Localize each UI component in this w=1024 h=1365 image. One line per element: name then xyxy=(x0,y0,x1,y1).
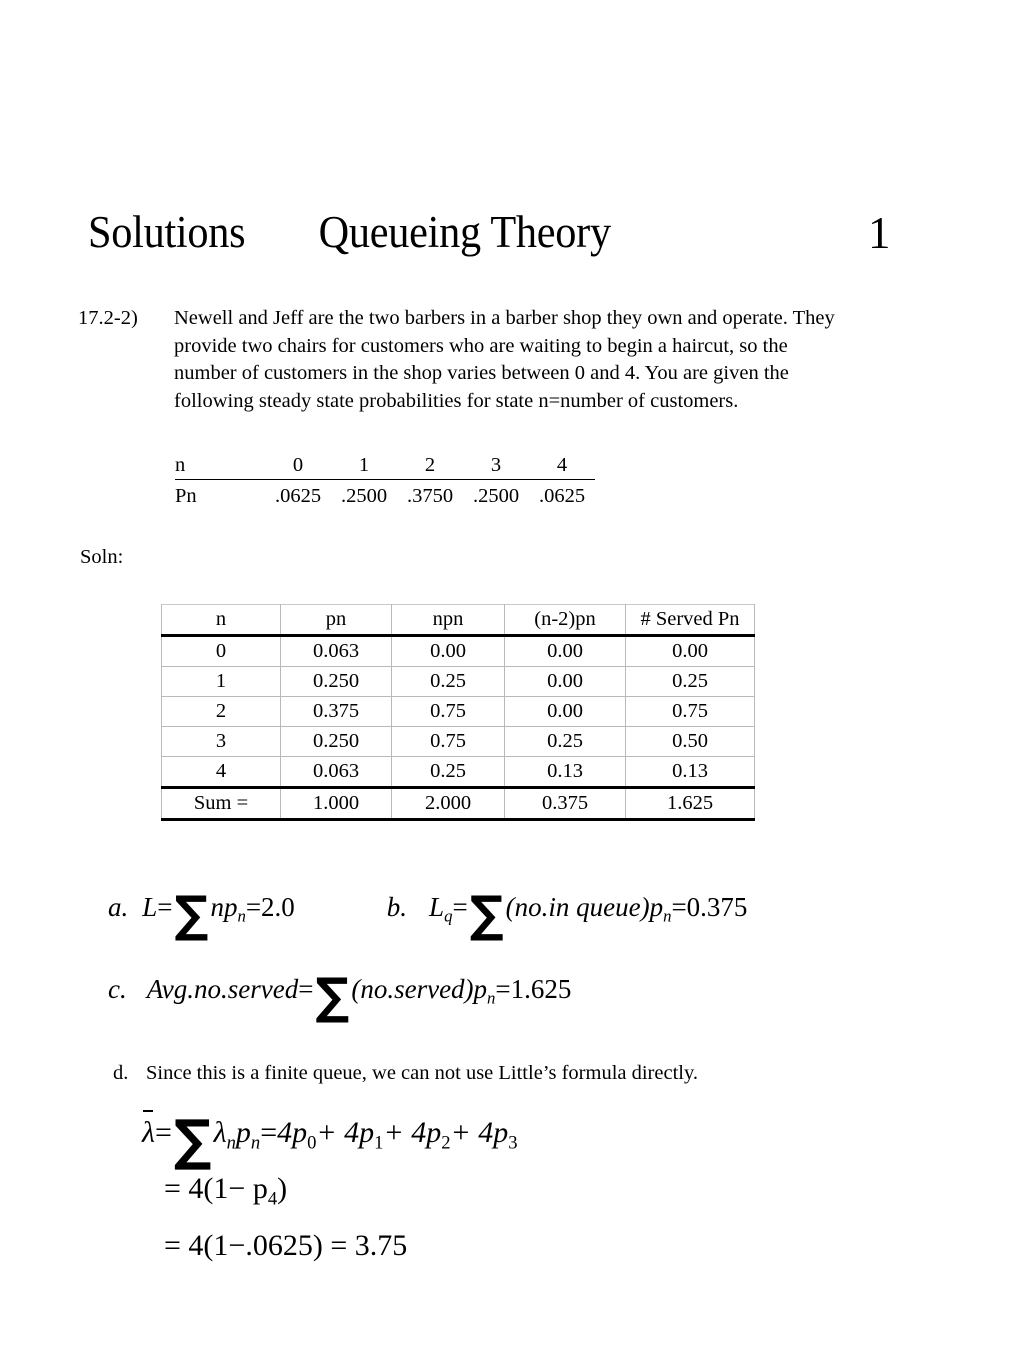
header-pn: pn xyxy=(281,605,392,636)
answer-a-value: 2.0 xyxy=(261,892,295,922)
answer-a-term: np xyxy=(210,892,238,922)
cell-served: 0.75 xyxy=(626,697,755,727)
page-title xyxy=(88,207,878,263)
cell-n: 3 xyxy=(162,727,281,757)
header-served-pn xyxy=(626,605,755,636)
answer-a-and-b xyxy=(108,885,748,944)
table-row xyxy=(162,667,755,697)
problem-line: provide two chairs for customers who are waiting to begin a haircut, so the xyxy=(174,334,788,357)
title-solutions: Solutions xyxy=(88,207,246,257)
cell-n2pn: 0.00 xyxy=(505,697,626,727)
cell-sum-label: Sum = xyxy=(162,788,281,820)
table-row xyxy=(175,452,595,480)
answer-b-lhs: L xyxy=(429,892,445,922)
cell-npn: 0.25 xyxy=(392,757,505,788)
answer-c-value: 1.625 xyxy=(510,974,572,1004)
answer-c-lhs: Avg.no.served xyxy=(146,974,299,1004)
lambda-line-2-text: = 4(1− p xyxy=(164,1172,268,1206)
table-row xyxy=(162,727,755,757)
lambda-term: + 4p xyxy=(450,1116,509,1149)
answer-b-subscript: n xyxy=(663,906,672,926)
problem-text xyxy=(174,305,928,415)
cell-n2pn: 0.00 xyxy=(505,636,626,667)
given-pn-value: .0625 xyxy=(274,485,322,507)
table-header-row xyxy=(162,605,755,636)
table-row xyxy=(162,757,755,788)
cell-pn: 0.063 xyxy=(281,757,392,788)
header-npn: npn xyxy=(392,605,505,636)
lambda-term-subscript: 3 xyxy=(508,1132,518,1154)
given-pn-value: .2500 xyxy=(340,485,388,507)
lambda-term: + 4p xyxy=(316,1116,375,1149)
problem-line: following steady state probabilities for state n=number of customers. xyxy=(174,389,739,412)
summation-icon: ∑ xyxy=(469,885,504,944)
cell-served: 0.00 xyxy=(626,636,755,667)
lambda-term: 4p xyxy=(277,1116,308,1149)
answer-b-value: 0.375 xyxy=(686,892,748,922)
cell-npn: 0.75 xyxy=(392,727,505,757)
given-n-value: 4 xyxy=(529,452,595,480)
problem-line: Newell and Jeff are the two barbers in a barber shop they own and operate. They xyxy=(174,307,835,329)
cell-pn: 0.063 xyxy=(281,636,392,667)
answer-a-label: a. xyxy=(108,892,129,922)
header-served-pn-text: # Served Pn xyxy=(640,608,740,630)
answer-c-equals-1: = xyxy=(298,974,314,1004)
lambda-term: + 4p xyxy=(383,1116,442,1149)
problem-statement xyxy=(78,305,928,415)
cell-npn: 0.00 xyxy=(392,636,505,667)
answer-c-subscript: n xyxy=(487,988,496,1008)
cell-sum-pn: 1.000 xyxy=(281,788,392,820)
lambda-line-3 xyxy=(142,1223,518,1269)
solution-table xyxy=(161,604,755,821)
table-row xyxy=(162,636,755,667)
header-n-minus-2-pn: (n-2)pn xyxy=(505,605,626,636)
answer-a-lhs: L xyxy=(142,892,158,922)
answer-c-equals-2: = xyxy=(495,974,511,1004)
lambda-n-symbol: λ xyxy=(213,1116,227,1149)
title-queueing-theory: Queueing Theory xyxy=(318,207,611,257)
given-pn-value: .2500 xyxy=(472,485,520,507)
cell-sum-npn: 2.000 xyxy=(392,788,505,820)
answer-b-term: (no.in queue) xyxy=(505,892,650,922)
given-n-value: 2 xyxy=(397,452,463,480)
cell-sum-n2pn: 0.375 xyxy=(505,788,626,820)
given-pn-value: .0625 xyxy=(538,485,586,507)
given-n-value: 0 xyxy=(265,452,331,480)
cell-sum-served: 1.625 xyxy=(626,788,755,820)
answer-d-label: d. xyxy=(113,1062,129,1084)
answer-b-equals-1: = xyxy=(452,892,468,922)
lambda-term-subscript: 0 xyxy=(307,1132,317,1154)
answer-c-term: (no.served) xyxy=(351,974,474,1004)
answer-a-equals-1: = xyxy=(157,892,173,922)
answer-b-label: b. xyxy=(386,892,408,922)
given-row-label-n: n xyxy=(175,452,265,480)
problem-number: 17.2-2) xyxy=(78,307,138,329)
answer-b-lhs-subscript: q xyxy=(444,906,453,926)
table-row xyxy=(162,697,755,727)
lambda-p-subscript: n xyxy=(250,1132,261,1154)
answer-c-label: c. xyxy=(108,974,127,1004)
given-probabilities-table xyxy=(175,452,595,511)
problem-line: number of customers in the shop varies between 0 and 4. You are given the xyxy=(174,362,789,384)
answer-a xyxy=(108,885,295,944)
lambda-bar-symbol: λ xyxy=(142,1108,155,1156)
header-n: n xyxy=(162,605,281,636)
lambda-line-2-subscript: 4 xyxy=(267,1188,278,1210)
cell-npn: 0.25 xyxy=(392,667,505,697)
page-number: 1 xyxy=(868,208,891,258)
cell-served: 0.25 xyxy=(626,667,755,697)
answer-b xyxy=(386,885,748,944)
cell-n: 0 xyxy=(162,636,281,667)
answer-a-equals-2: = xyxy=(245,892,262,922)
cell-n: 4 xyxy=(162,757,281,788)
given-n-value: 3 xyxy=(463,452,529,480)
cell-pn: 0.250 xyxy=(281,667,392,697)
lambda-line-2 xyxy=(142,1166,518,1222)
cell-n: 2 xyxy=(162,697,281,727)
given-row-label-pn: Pn xyxy=(175,485,197,507)
cell-n2pn: 0.00 xyxy=(505,667,626,697)
table-row xyxy=(175,480,595,512)
lambda-line-2-close: ) xyxy=(277,1172,288,1206)
answer-a-subscript: n xyxy=(237,906,246,926)
cell-n2pn: 0.25 xyxy=(505,727,626,757)
lambda-term-subscript: 2 xyxy=(441,1132,451,1154)
cell-n2pn: 0.13 xyxy=(505,757,626,788)
cell-pn: 0.375 xyxy=(281,697,392,727)
answer-c-p: p xyxy=(473,974,488,1004)
given-n-value: 1 xyxy=(331,452,397,480)
lambda-equals-1: = xyxy=(155,1116,172,1149)
lambda-line-1 xyxy=(142,1108,518,1173)
summation-icon: ∑ xyxy=(174,885,209,944)
answer-b-equals-2: = xyxy=(671,892,687,922)
cell-npn: 0.75 xyxy=(392,697,505,727)
answer-b-p: p xyxy=(649,892,664,922)
summation-icon: ∑ xyxy=(173,1108,212,1173)
lambda-line-3-text: = 4(1−.0625) = 3.75 xyxy=(164,1228,408,1262)
answer-d-text: Since this is a finite queue, we can not use Little’s formula directly. xyxy=(146,1062,699,1084)
answer-d xyxy=(113,1060,698,1087)
lambda-equals-2: = xyxy=(260,1116,278,1149)
summation-icon: ∑ xyxy=(315,967,350,1026)
cell-pn: 0.250 xyxy=(281,727,392,757)
solution-label: Soln: xyxy=(80,546,124,568)
cell-served: 0.50 xyxy=(626,727,755,757)
lambda-term-subscript: 1 xyxy=(374,1132,384,1154)
given-pn-value: .3750 xyxy=(406,485,454,507)
answer-c xyxy=(108,967,572,1026)
lambda-equations xyxy=(142,1108,518,1269)
cell-n: 1 xyxy=(162,667,281,697)
lambda-p: p xyxy=(235,1116,251,1149)
table-sum-row xyxy=(162,788,755,820)
cell-served: 0.13 xyxy=(626,757,755,788)
lambda-n-subscript: n xyxy=(226,1132,236,1154)
